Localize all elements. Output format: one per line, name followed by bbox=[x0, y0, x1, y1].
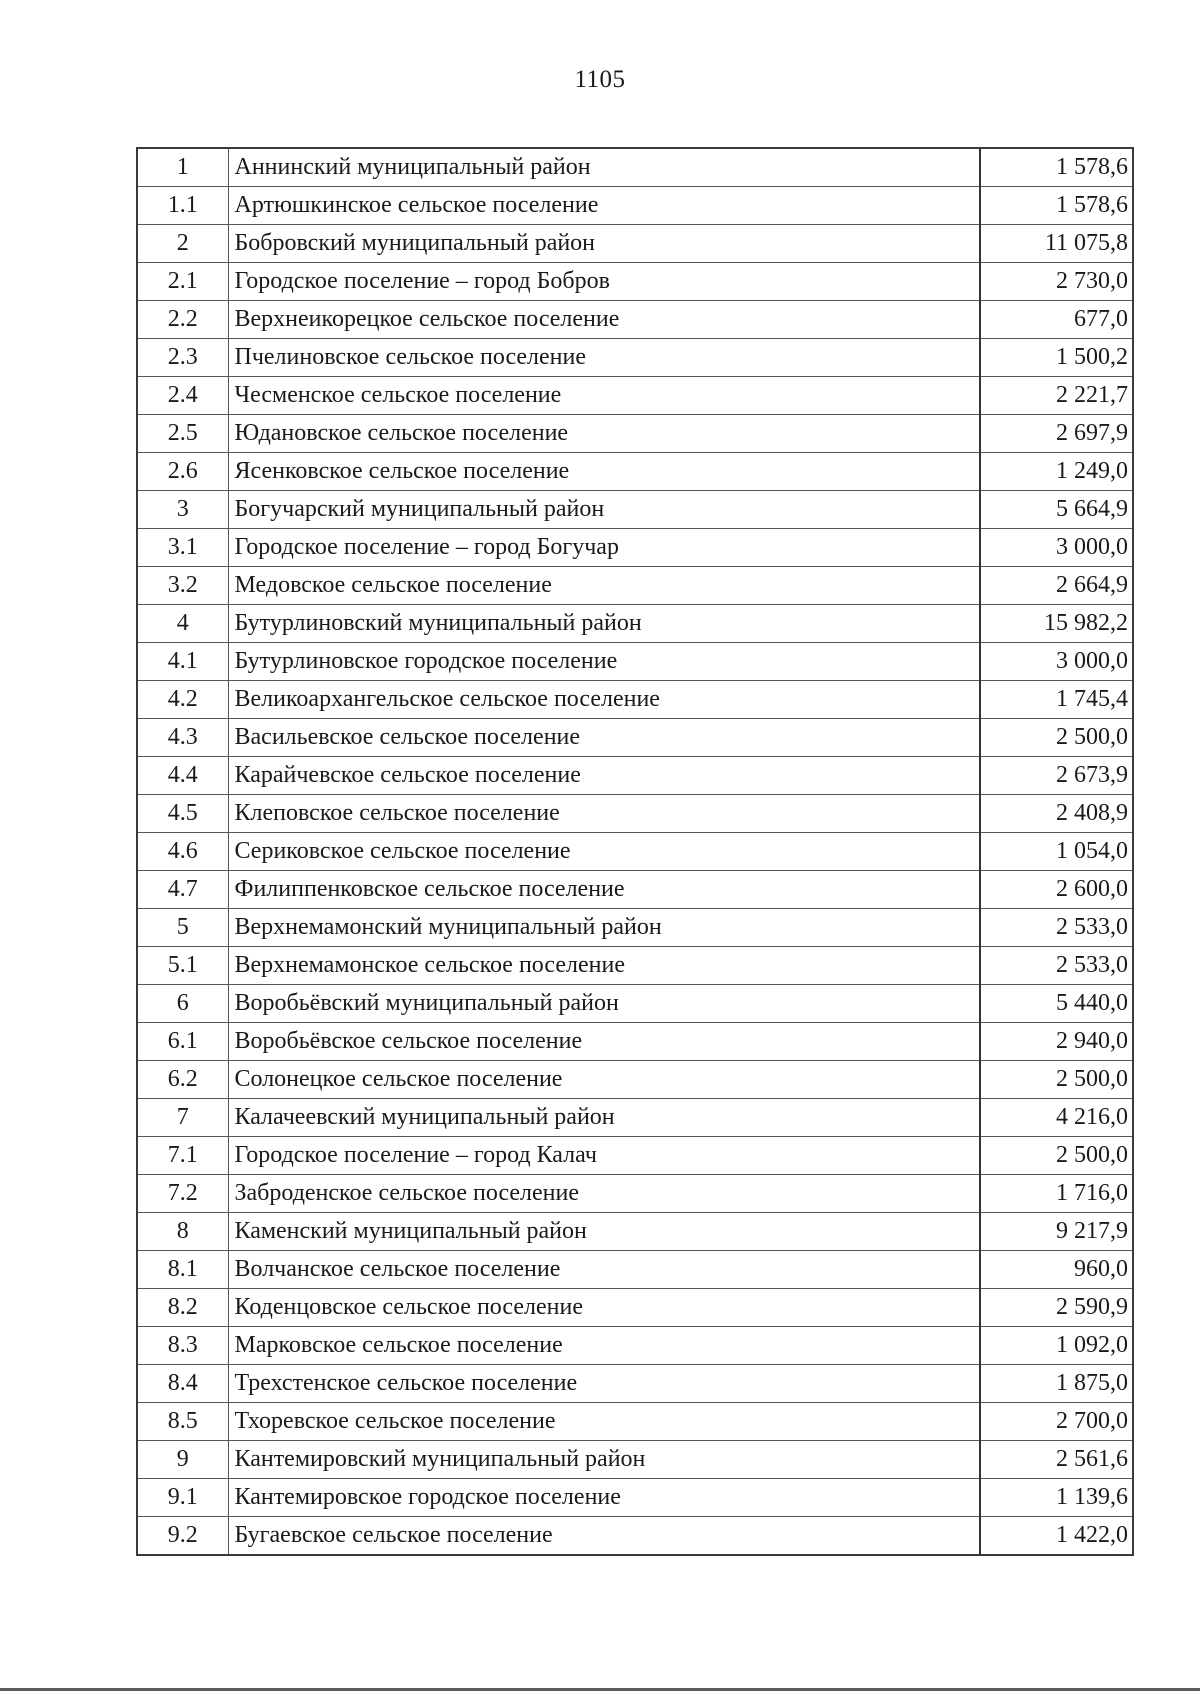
amount-value: 2 221,7 bbox=[980, 377, 1133, 415]
municipality-name: Воробьёвское сельское поселение bbox=[228, 1023, 980, 1061]
municipality-name: Аннинский муниципальный район bbox=[228, 148, 980, 187]
amount-value: 1 422,0 bbox=[980, 1517, 1133, 1556]
row-number: 7.2 bbox=[137, 1175, 228, 1213]
row-number: 5.1 bbox=[137, 947, 228, 985]
table-row bbox=[137, 415, 1133, 453]
amount-value: 4 216,0 bbox=[980, 1099, 1133, 1137]
table-row bbox=[137, 1517, 1133, 1556]
table-row bbox=[137, 1327, 1133, 1365]
municipality-name: Воробьёвский муниципальный район bbox=[228, 985, 980, 1023]
row-number: 4.2 bbox=[137, 681, 228, 719]
allocation-table-container bbox=[136, 147, 1132, 1556]
table-row bbox=[137, 529, 1133, 567]
municipality-name: Клеповское сельское поселение bbox=[228, 795, 980, 833]
municipality-name: Кантемировский муниципальный район bbox=[228, 1441, 980, 1479]
row-number: 8 bbox=[137, 1213, 228, 1251]
amount-value: 1 092,0 bbox=[980, 1327, 1133, 1365]
page-number: 1105 bbox=[574, 66, 626, 93]
municipality-name: Городское поселение – город Богучар bbox=[228, 529, 980, 567]
table-row bbox=[137, 1099, 1133, 1137]
municipality-name: Сериковское сельское поселение bbox=[228, 833, 980, 871]
row-number: 2.4 bbox=[137, 377, 228, 415]
municipality-name: Великоархангельское сельское поселение bbox=[228, 681, 980, 719]
municipality-name: Верхнеикорецкое сельское поселение bbox=[228, 301, 980, 339]
municipality-name: Тхоревское сельское поселение bbox=[228, 1403, 980, 1441]
amount-value: 1 745,4 bbox=[980, 681, 1133, 719]
municipality-name: Солонецкое сельское поселение bbox=[228, 1061, 980, 1099]
table-row bbox=[137, 605, 1133, 643]
row-number: 1.1 bbox=[137, 187, 228, 225]
table-row bbox=[137, 757, 1133, 795]
allocation-table bbox=[136, 147, 1134, 1556]
municipality-name: Васильевское сельское поселение bbox=[228, 719, 980, 757]
amount-value: 2 500,0 bbox=[980, 1061, 1133, 1099]
municipality-name: Бутурлиновский муниципальный район bbox=[228, 605, 980, 643]
amount-value: 5 664,9 bbox=[980, 491, 1133, 529]
row-number: 6 bbox=[137, 985, 228, 1023]
municipality-name: Городское поселение – город Калач bbox=[228, 1137, 980, 1175]
amount-value: 1 875,0 bbox=[980, 1365, 1133, 1403]
amount-value: 5 440,0 bbox=[980, 985, 1133, 1023]
row-number: 2.3 bbox=[137, 339, 228, 377]
row-number: 8.1 bbox=[137, 1251, 228, 1289]
amount-value: 2 700,0 bbox=[980, 1403, 1133, 1441]
amount-value: 3 000,0 bbox=[980, 529, 1133, 567]
amount-value: 2 600,0 bbox=[980, 871, 1133, 909]
row-number: 2 bbox=[137, 225, 228, 263]
table-body bbox=[137, 148, 1133, 1555]
table-row bbox=[137, 453, 1133, 491]
row-number: 8.3 bbox=[137, 1327, 228, 1365]
municipality-name: Верхнемамонское сельское поселение bbox=[228, 947, 980, 985]
table-row bbox=[137, 1251, 1133, 1289]
municipality-name: Пчелиновское сельское поселение bbox=[228, 339, 980, 377]
municipality-name: Марковское сельское поселение bbox=[228, 1327, 980, 1365]
table-row bbox=[137, 567, 1133, 605]
amount-value: 2 533,0 bbox=[980, 947, 1133, 985]
municipality-name: Богучарский муниципальный район bbox=[228, 491, 980, 529]
amount-value: 2 500,0 bbox=[980, 1137, 1133, 1175]
table-row bbox=[137, 1403, 1133, 1441]
amount-value: 2 697,9 bbox=[980, 415, 1133, 453]
municipality-name: Ясенковское сельское поселение bbox=[228, 453, 980, 491]
row-number: 2.6 bbox=[137, 453, 228, 491]
row-number: 4.6 bbox=[137, 833, 228, 871]
table-row bbox=[137, 833, 1133, 871]
row-number: 8.2 bbox=[137, 1289, 228, 1327]
table-row bbox=[137, 491, 1133, 529]
municipality-name: Кантемировское городское поселение bbox=[228, 1479, 980, 1517]
amount-value: 677,0 bbox=[980, 301, 1133, 339]
row-number: 2.1 bbox=[137, 263, 228, 301]
table-row bbox=[137, 148, 1133, 187]
row-number: 4.5 bbox=[137, 795, 228, 833]
table-row bbox=[137, 985, 1133, 1023]
municipality-name: Чесменское сельское поселение bbox=[228, 377, 980, 415]
table-row bbox=[137, 795, 1133, 833]
municipality-name: Заброденское сельское поселение bbox=[228, 1175, 980, 1213]
table-row bbox=[137, 947, 1133, 985]
municipality-name: Бутурлиновское городское поселение bbox=[228, 643, 980, 681]
municipality-name: Верхнемамонский муниципальный район bbox=[228, 909, 980, 947]
amount-value: 2 940,0 bbox=[980, 1023, 1133, 1061]
table-row bbox=[137, 339, 1133, 377]
row-number: 9 bbox=[137, 1441, 228, 1479]
row-number: 6.2 bbox=[137, 1061, 228, 1099]
amount-value: 2 590,9 bbox=[980, 1289, 1133, 1327]
municipality-name: Бугаевское сельское поселение bbox=[228, 1517, 980, 1556]
amount-value: 960,0 bbox=[980, 1251, 1133, 1289]
amount-value: 11 075,8 bbox=[980, 225, 1133, 263]
row-number: 6.1 bbox=[137, 1023, 228, 1061]
table-row bbox=[137, 377, 1133, 415]
municipality-name: Артюшкинское сельское поселение bbox=[228, 187, 980, 225]
amount-value: 15 982,2 bbox=[980, 605, 1133, 643]
amount-value: 1 578,6 bbox=[980, 148, 1133, 187]
amount-value: 1 139,6 bbox=[980, 1479, 1133, 1517]
amount-value: 1 249,0 bbox=[980, 453, 1133, 491]
table-row bbox=[137, 1479, 1133, 1517]
amount-value: 2 561,6 bbox=[980, 1441, 1133, 1479]
table-row bbox=[137, 871, 1133, 909]
row-number: 4.3 bbox=[137, 719, 228, 757]
municipality-name: Юдановское сельское поселение bbox=[228, 415, 980, 453]
row-number: 4.4 bbox=[137, 757, 228, 795]
row-number: 1 bbox=[137, 148, 228, 187]
row-number: 7.1 bbox=[137, 1137, 228, 1175]
row-number: 5 bbox=[137, 909, 228, 947]
amount-value: 1 500,2 bbox=[980, 339, 1133, 377]
row-number: 3.2 bbox=[137, 567, 228, 605]
municipality-name: Бобровский муниципальный район bbox=[228, 225, 980, 263]
municipality-name: Филиппенковское сельское поселение bbox=[228, 871, 980, 909]
table-row bbox=[137, 1365, 1133, 1403]
municipality-name: Медовское сельское поселение bbox=[228, 567, 980, 605]
table-row bbox=[137, 719, 1133, 757]
municipality-name: Карайчевское сельское поселение bbox=[228, 757, 980, 795]
amount-value: 2 730,0 bbox=[980, 263, 1133, 301]
amount-value: 1 054,0 bbox=[980, 833, 1133, 871]
municipality-name: Городское поселение – город Бобров bbox=[228, 263, 980, 301]
bottom-rule bbox=[0, 1688, 1200, 1691]
table-row bbox=[137, 1023, 1133, 1061]
table-row bbox=[137, 1137, 1133, 1175]
municipality-name: Каменский муниципальный район bbox=[228, 1213, 980, 1251]
amount-value: 2 533,0 bbox=[980, 909, 1133, 947]
municipality-name: Коденцовское сельское поселение bbox=[228, 1289, 980, 1327]
row-number: 8.4 bbox=[137, 1365, 228, 1403]
row-number: 4.7 bbox=[137, 871, 228, 909]
row-number: 8.5 bbox=[137, 1403, 228, 1441]
municipality-name: Трехстенское сельское поселение bbox=[228, 1365, 980, 1403]
table-row bbox=[137, 1175, 1133, 1213]
amount-value: 9 217,9 bbox=[980, 1213, 1133, 1251]
amount-value: 2 408,9 bbox=[980, 795, 1133, 833]
row-number: 9.2 bbox=[137, 1517, 228, 1556]
amount-value: 2 673,9 bbox=[980, 757, 1133, 795]
table-row bbox=[137, 1289, 1133, 1327]
row-number: 2.5 bbox=[137, 415, 228, 453]
table-row bbox=[137, 1213, 1133, 1251]
amount-value: 3 000,0 bbox=[980, 643, 1133, 681]
row-number: 3 bbox=[137, 491, 228, 529]
row-number: 3.1 bbox=[137, 529, 228, 567]
row-number: 2.2 bbox=[137, 301, 228, 339]
table-row bbox=[137, 301, 1133, 339]
amount-value: 1 716,0 bbox=[980, 1175, 1133, 1213]
municipality-name: Волчанское сельское поселение bbox=[228, 1251, 980, 1289]
table-row bbox=[137, 1441, 1133, 1479]
table-row bbox=[137, 909, 1133, 947]
table-row bbox=[137, 225, 1133, 263]
row-number: 9.1 bbox=[137, 1479, 228, 1517]
amount-value: 1 578,6 bbox=[980, 187, 1133, 225]
table-row bbox=[137, 643, 1133, 681]
amount-value: 2 500,0 bbox=[980, 719, 1133, 757]
municipality-name: Калачеевский муниципальный район bbox=[228, 1099, 980, 1137]
row-number: 7 bbox=[137, 1099, 228, 1137]
table-row bbox=[137, 1061, 1133, 1099]
amount-value: 2 664,9 bbox=[980, 567, 1133, 605]
table-row bbox=[137, 187, 1133, 225]
row-number: 4.1 bbox=[137, 643, 228, 681]
table-row bbox=[137, 681, 1133, 719]
table-row bbox=[137, 263, 1133, 301]
row-number: 4 bbox=[137, 605, 228, 643]
